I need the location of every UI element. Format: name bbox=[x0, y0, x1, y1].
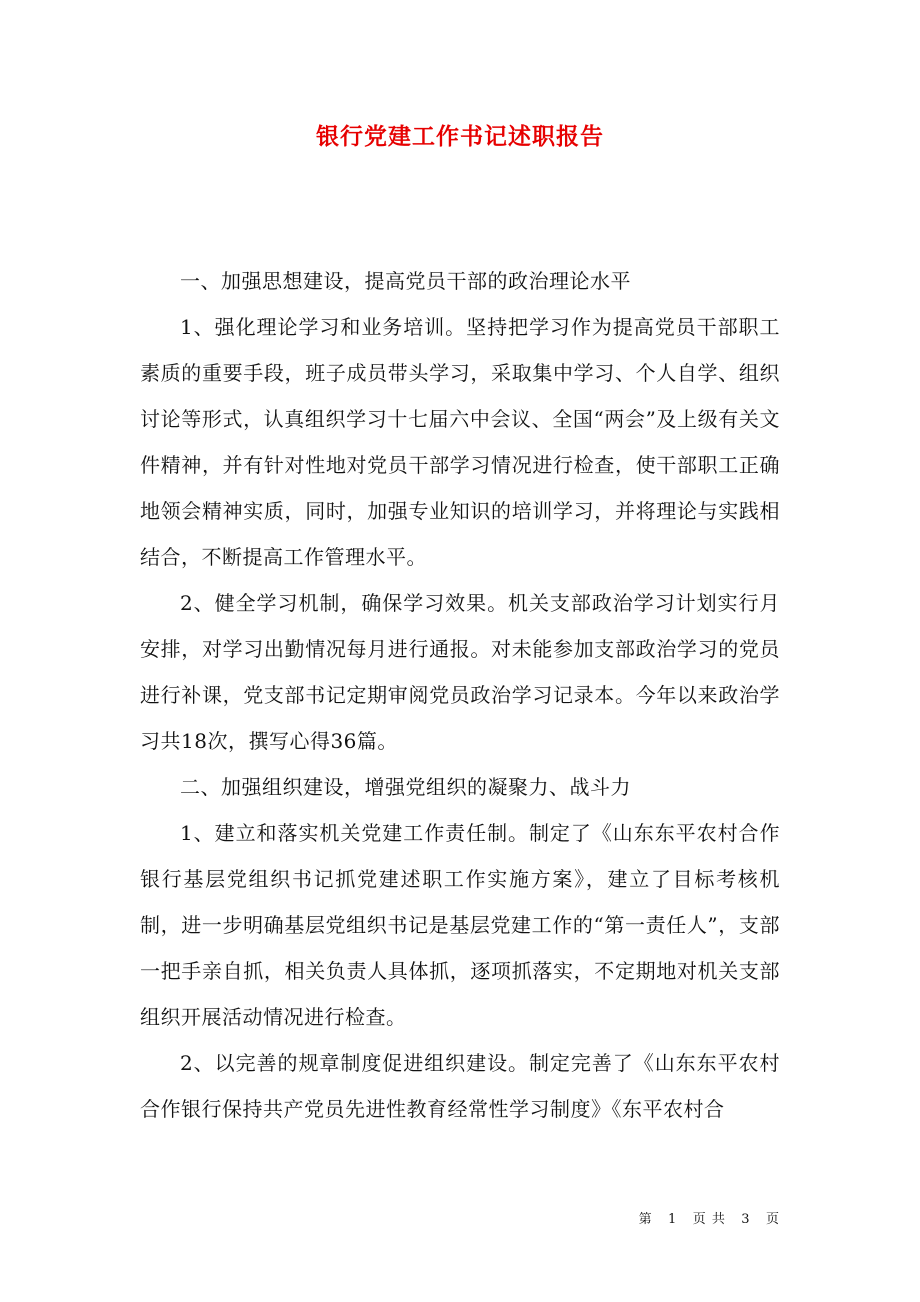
document-body bbox=[140, 258, 780, 1132]
section-heading-2: 二、加强组织建设，增强党组织的凝聚力、战斗力 bbox=[180, 775, 631, 799]
page-footer bbox=[639, 1208, 780, 1227]
footer-prefix: 第 bbox=[638, 1212, 653, 1227]
section-heading-1: 一、加强思想建设，提高党员干部的政治理论水平 bbox=[180, 269, 631, 293]
paragraph: 1、建立和落实机关党建工作责任制。制定了《山东东平农村合作银行基层党组织书记抓党建述职工作实施方案》，建立了目标考核机制，进一步明确基层党组织书记是基层党建工作的“第一责任人”，支部一把手亲自抓，相关负责人具体抓，逐项抓落实，不定期地对机关支部组织开展活动情况进行检查。 bbox=[140, 821, 780, 1029]
footer-suffix: 页 bbox=[765, 1212, 780, 1227]
footer-total-pages: 3 bbox=[741, 1212, 751, 1227]
footer-page-number: 1 bbox=[668, 1212, 678, 1227]
paragraph: 2、以完善的规章制度促进组织建设。制定完善了《山东东平农村合作银行保持共产党员先进性教育经常性学习制度》《东平农村合 bbox=[140, 1051, 780, 1121]
paragraph: 1、强化理论学习和业务培训。坚持把学习作为提高党员干部职工素质的重要手段，班子成员带头学习，采取集中学习、个人自学、组织讨论等形式，认真组织学习十七届六中会议、全国“两会”及上级有关文件精神，并有针对性地对党员干部学习情况进行检查，使干部职工正确地领会精神实质，同时，加强专业知识的培训学习，并将理论与实践相结合，不断提高工作管理水平。 bbox=[140, 315, 780, 569]
footer-middle: 页 共 bbox=[692, 1212, 726, 1227]
document-title: 银行党建工作书记述职报告 bbox=[316, 123, 604, 150]
paragraph: 2、健全学习机制，确保学习效果。机关支部政治学习计划实行月安排，对学习出勤情况每月进行通报。对未能参加支部政治学习的党员进行补课，党支部书记定期审阅党员政治学习记录本。今年以来政治学习共18次，撰写心得36篇。 bbox=[140, 591, 780, 753]
